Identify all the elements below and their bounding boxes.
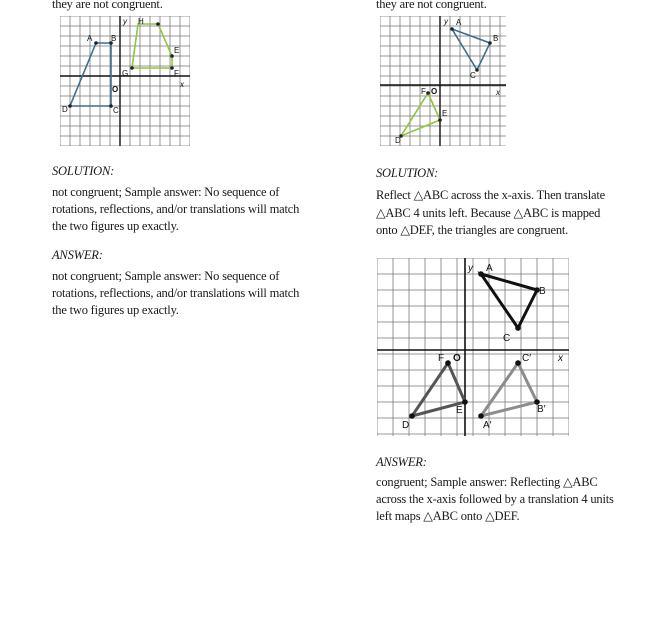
- right2-label-f: F: [438, 353, 445, 364]
- right2-label-c: C: [503, 333, 511, 344]
- right2-label-e: E: [456, 405, 463, 416]
- right-answer-line-1: congruent; Sample answer: Reflecting △ABC: [376, 475, 598, 489]
- right2-origin-label: O: [453, 353, 461, 364]
- left-solution-line-2: rotations, reflections, and/or translations will match: [52, 202, 300, 216]
- right-solution-line-1: Reflect △ABC across the x-axis. Then translate: [376, 188, 605, 202]
- right2-x-label: x: [558, 353, 563, 364]
- left-answer-line-3: the two figures up exactly.: [52, 303, 179, 317]
- right2-label-a-prime: A′: [483, 420, 492, 431]
- left-solution-line-1: not congruent; Sample answer: No sequence of: [52, 185, 280, 199]
- figure-abcd: [70, 43, 111, 106]
- triangle-def: [401, 93, 440, 136]
- right-solution-line-3: onto △DEF, the triangles are congruent.: [376, 223, 569, 237]
- left-label-f: F: [174, 69, 179, 78]
- left-x-label: x: [180, 80, 184, 89]
- left-intro: they are not congruent.: [52, 0, 163, 11]
- right1-label-b: B: [493, 34, 499, 43]
- right-graph-2: [377, 258, 569, 436]
- right1-label-e: E: [442, 109, 448, 118]
- right2-label-a: A: [486, 263, 493, 274]
- right1-label-a: A: [456, 18, 462, 27]
- left-y-label: y: [123, 17, 127, 26]
- right-answer-line-3: left maps △ABC onto △DEF.: [376, 509, 520, 523]
- left-solution-heading: SOLUTION:: [52, 164, 115, 178]
- left-label-g: G: [122, 69, 129, 78]
- left-answer-line-2: rotations, reflections, and/or translations will match: [52, 286, 300, 300]
- left-label-a: A: [87, 34, 93, 43]
- right-answer-line-2: across the x-axis followed by a translation 4 units: [376, 492, 614, 506]
- right1-x-label: x: [496, 88, 500, 97]
- left-label-e: E: [174, 46, 180, 55]
- left-label-b: B: [111, 34, 117, 43]
- right2-label-c-prime: C′: [522, 353, 532, 364]
- left-answer-line-1: not congruent; Sample answer: No sequence of: [52, 269, 280, 283]
- right-solution-heading: SOLUTION:: [376, 166, 439, 180]
- right2-y-label: y: [468, 263, 473, 274]
- right2-label-b-prime: B′: [537, 404, 546, 415]
- right-graph-1: [380, 16, 506, 146]
- right2-label-d: D: [402, 420, 410, 431]
- right-solution-line-2: △ABC 4 units left. Because △ABC is mapped: [376, 206, 601, 220]
- right-intro: they are not congruent.: [376, 0, 487, 11]
- right2-label-b: B: [539, 286, 546, 297]
- left-label-d: D: [62, 105, 68, 114]
- left-label-c: C: [113, 106, 119, 115]
- right-answer-heading: ANSWER:: [376, 455, 427, 469]
- left-solution-line-3: the two figures up exactly.: [52, 219, 179, 233]
- left-label-h: H: [138, 17, 144, 26]
- left-graph: [60, 16, 190, 146]
- right1-label-d: D: [395, 136, 401, 145]
- right1-label-c: C: [470, 71, 476, 80]
- right1-label-f: F: [421, 87, 426, 96]
- right1-origin-label: O: [431, 87, 438, 96]
- left-answer-heading: ANSWER:: [52, 248, 103, 262]
- right1-y-label: y: [444, 17, 448, 26]
- left-origin-label: O: [112, 85, 119, 94]
- triangle-abc: [452, 29, 490, 70]
